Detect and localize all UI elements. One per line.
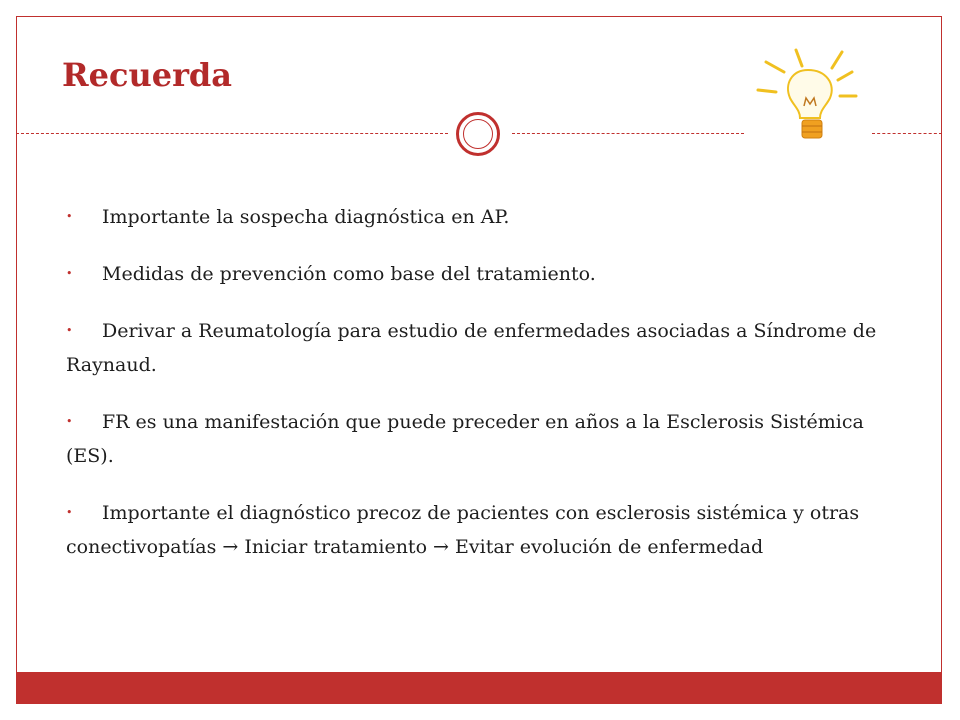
lightbulb-icon xyxy=(752,44,868,148)
list-item-text: Importante la sospecha diagnóstica en AP. xyxy=(102,206,510,228)
bullet-marker: • xyxy=(66,506,73,519)
title-divider-right xyxy=(512,133,744,134)
list-item xyxy=(66,314,906,382)
footer-bar xyxy=(16,672,942,704)
slide-title: Recuerda xyxy=(62,56,233,94)
title-divider-left xyxy=(16,133,448,134)
divider-ring-ornament xyxy=(456,112,500,156)
list-item-text: Derivar a Reumatología para estudio de enfermedades asociadas a Síndrome de Raynaud. xyxy=(66,320,877,376)
bullet-marker: • xyxy=(66,267,73,280)
list-item xyxy=(66,496,906,564)
bullet-list xyxy=(66,200,906,587)
bullet-marker: • xyxy=(66,415,73,428)
list-item xyxy=(66,405,906,473)
title-divider-far xyxy=(872,133,942,134)
list-item xyxy=(66,200,906,234)
bullet-marker: • xyxy=(66,324,73,337)
list-item xyxy=(66,257,906,291)
bullet-marker: • xyxy=(66,210,73,223)
list-item-text: Importante el diagnóstico precoz de pacientes con esclerosis sistémica y otras conectivopatías → Iniciar tratamiento → Evitar evolución de enfermedad xyxy=(66,502,860,558)
list-item-text: Medidas de prevención como base del tratamiento. xyxy=(102,263,596,285)
list-item-text: FR es una manifestación que puede preceder en años a la Esclerosis Sistémica (ES). xyxy=(66,411,864,467)
